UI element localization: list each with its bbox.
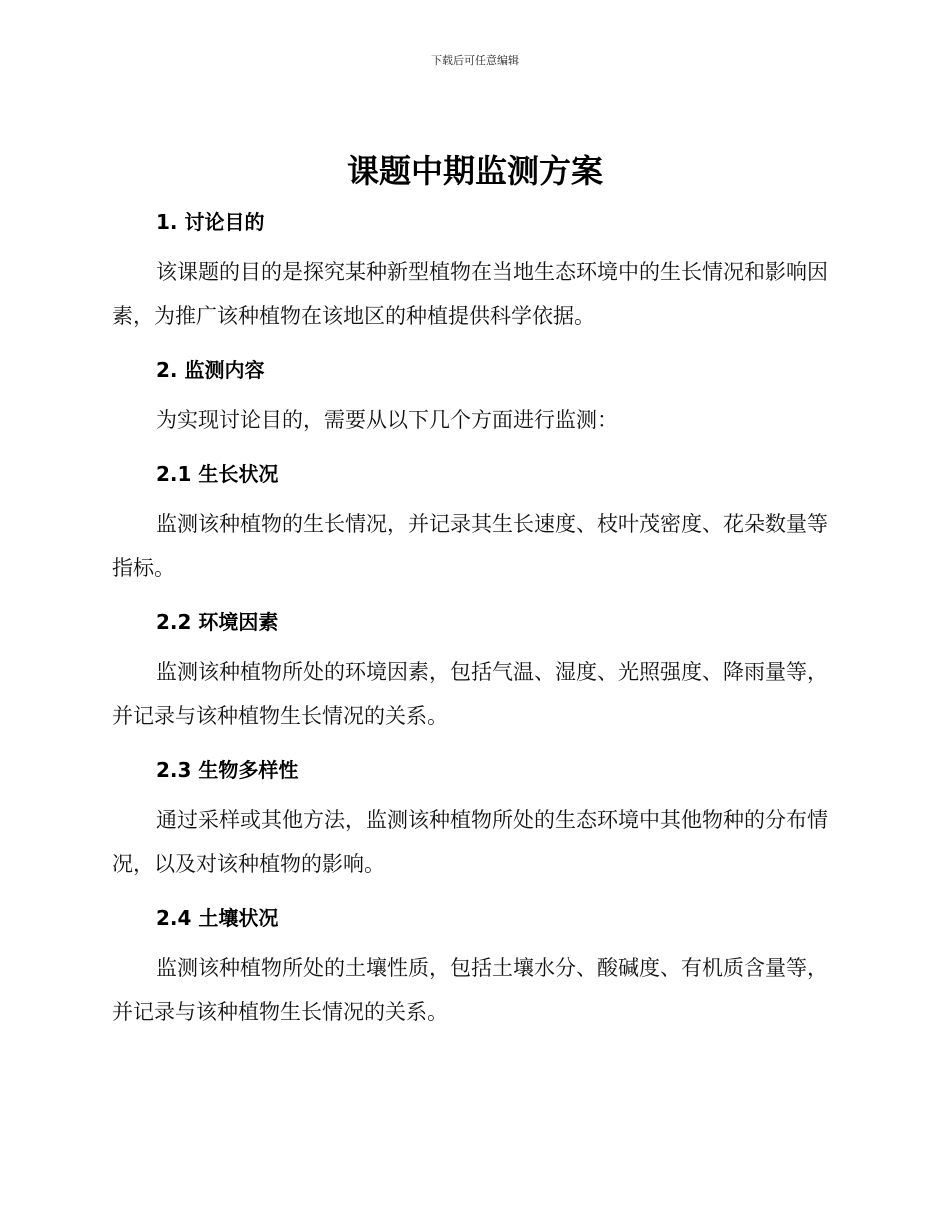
- section-heading-growth-status: 2.1 生长状况: [156, 462, 279, 486]
- section-heading-monitoring-content: 2. 监测内容: [156, 358, 265, 382]
- section-heading-purpose: 1. 讨论目的: [156, 210, 265, 234]
- section-paragraph-monitoring-content: 为实现讨论目的，需要从以下几个方面进行监测：: [156, 408, 618, 432]
- section-paragraph-soil-status: 监测该种植物所处的土壤性质，包括土壤水分、酸碱度、有机质含量等，并记录与该种植物生长情况的关系。: [112, 956, 828, 1024]
- section-paragraph-biodiversity: 通过采样或其他方法，监测该种植物所处的生态环境中其他物种的分布情况，以及对该种植物的影响。: [112, 808, 828, 876]
- section-heading-soil-status: 2.4 土壤状况: [156, 906, 279, 930]
- section-paragraph-purpose: 该课题的目的是探究某种新型植物在当地生态环境中的生长情况和影响因素，为推广该种植物在该地区的种植提供科学依据。: [112, 260, 828, 328]
- section-heading-environment-factors: 2.2 环境因素: [156, 610, 279, 634]
- document-title: 课题中期监测方案: [346, 152, 603, 190]
- section-heading-biodiversity: 2.3 生物多样性: [156, 758, 299, 782]
- section-paragraph-growth-status: 监测该种植物的生长情况，并记录其生长速度、枝叶茂密度、花朵数量等指标。: [112, 512, 828, 580]
- section-paragraph-environment-factors: 监测该种植物所处的环境因素，包括气温、湿度、光照强度、降雨量等，并记录与该种植物生长情况的关系。: [112, 660, 828, 728]
- page-header-note: 下载后可任意编辑: [431, 54, 519, 67]
- document-body: [112, 200, 832, 1044]
